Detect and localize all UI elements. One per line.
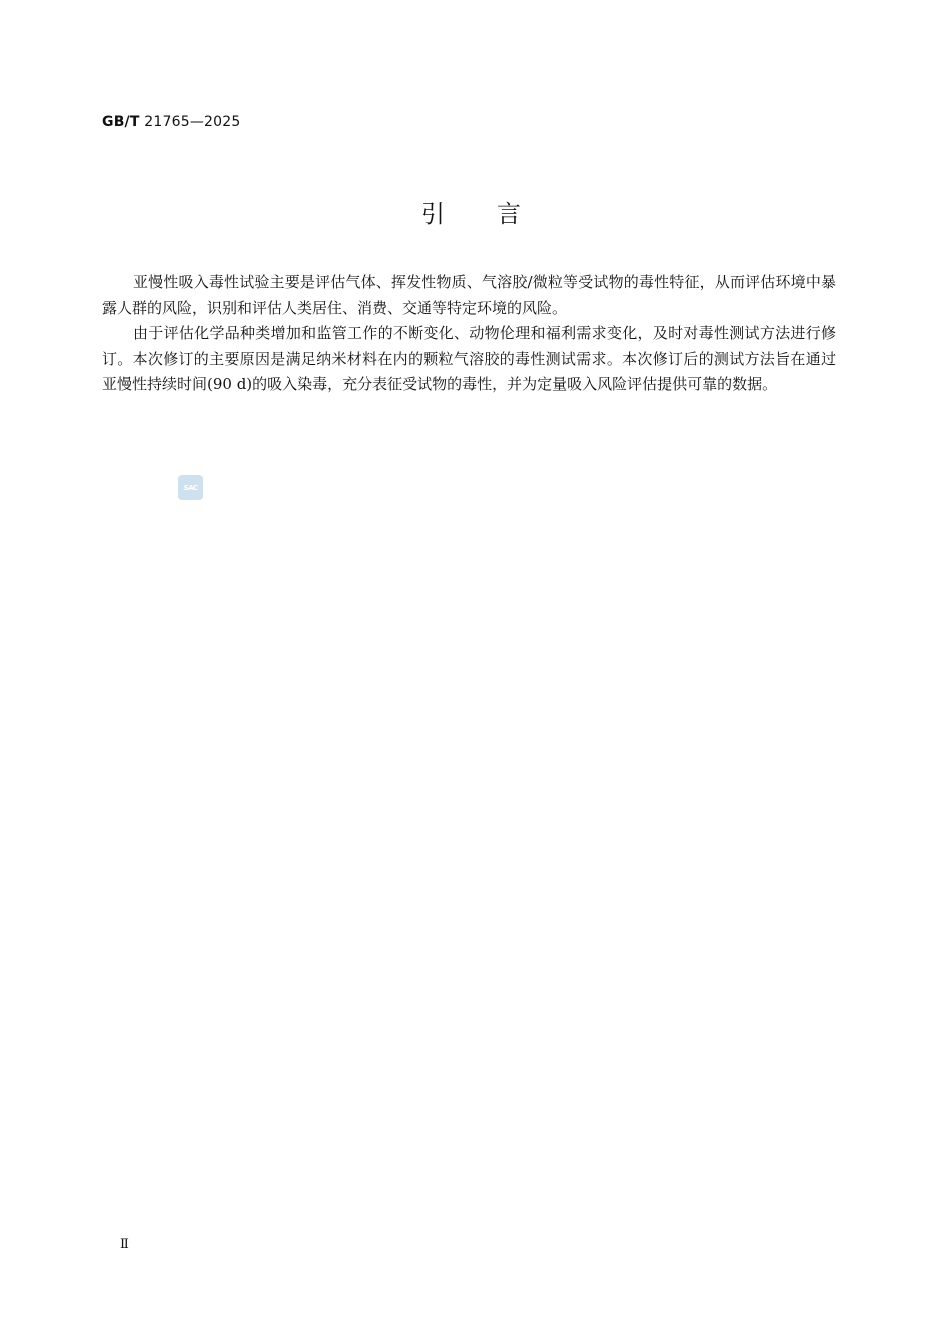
- standard-prefix: GB/T: [102, 114, 140, 130]
- paragraph-1: 亚慢性吸入毒性试验主要是评估气体、挥发性物质、气溶胶/微粒等受试物的毒性特征，从而评估环境中暴露人群的风险，识别和评估人类居住、消费、交通等特定环境的风险。: [102, 273, 836, 317]
- introduction-body: [102, 270, 836, 398]
- page-title: 引言: [421, 200, 573, 228]
- standard-code: [102, 114, 240, 130]
- watermark-text: SAC: [183, 483, 198, 492]
- paragraph-2: 由于评估化学品种类增加和监管工作的不断变化、动物伦理和福利需求变化，及时对毒性测试方法进行修订。本次修订的主要原因是满足纳米材料在内的颗粒气溶胶的毒性测试需求。本次修订后的测试方法旨在通过亚慢性持续时间(90 d)的吸入染毒，充分表征受试物的毒性，并为定量吸入风险评估提供可靠的数据。: [102, 324, 836, 393]
- sac-logo-watermark-icon: [178, 475, 203, 500]
- page-number: Ⅱ: [120, 1237, 129, 1252]
- standard-number: 21765—2025: [144, 114, 241, 130]
